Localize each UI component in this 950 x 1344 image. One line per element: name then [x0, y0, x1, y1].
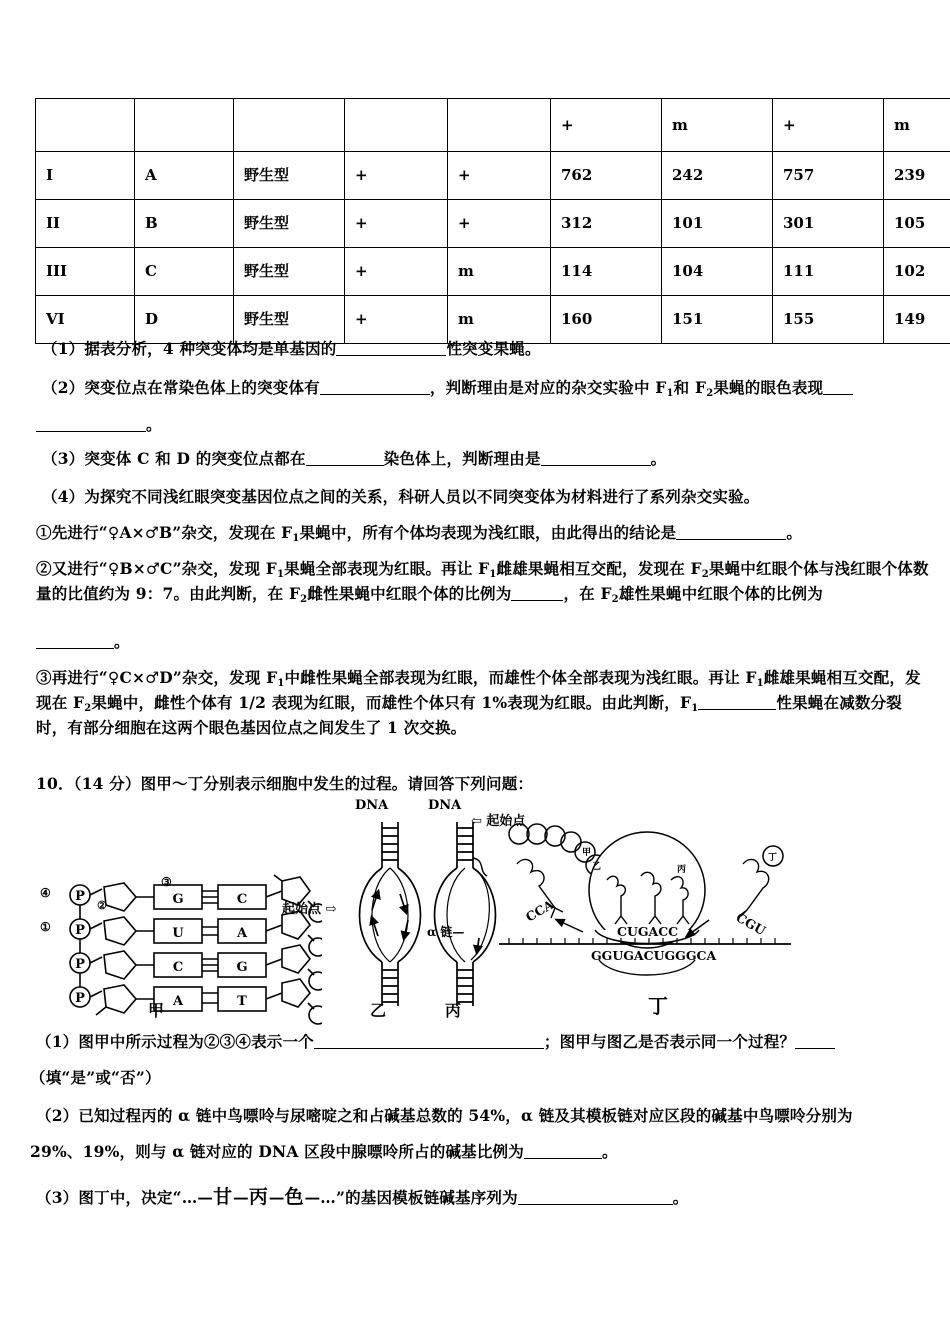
anticodon-left-text: CCA — [523, 896, 557, 925]
question-9-item-2 — [36, 557, 932, 607]
table-cell: 149 — [884, 296, 950, 344]
q9-p2-text-b: ，判断理由是对应的杂交实验中 F — [429, 378, 667, 397]
svg-text:丁: 丁 — [768, 853, 778, 863]
table-cell: 114 — [551, 248, 662, 296]
codon-char-2: 丙 — [248, 1186, 269, 1208]
q10-p2-text-c: 。 — [601, 1142, 618, 1161]
codon-char-1: 甘 — [213, 1186, 234, 1208]
table-header-cell: m — [662, 99, 773, 152]
answer-blank[interactable] — [306, 465, 384, 466]
q10-p1-text-a: （1）图甲中所示过程为②③④表示一个 — [36, 1032, 314, 1051]
table-cell: 242 — [662, 152, 773, 200]
figure-ding-diagram — [495, 820, 795, 1005]
table-cell: 111 — [773, 248, 884, 296]
subscript-2: 2 — [84, 703, 92, 715]
answer-blank[interactable] — [795, 1048, 835, 1049]
svg-text:A: A — [236, 926, 248, 941]
subscript-1: 1 — [756, 678, 764, 689]
figure-jia-caption: 甲 — [148, 1001, 165, 1020]
answer-blank[interactable] — [541, 465, 651, 466]
answer-blank[interactable] — [823, 394, 853, 395]
table-cell: m — [448, 248, 551, 296]
figure-yi-dna-label: DNA — [355, 798, 389, 813]
answer-blank[interactable] — [36, 648, 114, 649]
question-9-part-2-cont — [36, 413, 926, 437]
q9-p3-text-c: 。 — [650, 449, 667, 468]
table-cell: + — [345, 248, 448, 296]
table-cell: 151 — [662, 296, 773, 344]
answer-blank[interactable] — [518, 1204, 673, 1205]
svg-text:U: U — [172, 926, 184, 941]
answer-blank[interactable] — [336, 355, 446, 356]
table-cell: + — [345, 296, 448, 344]
q9-i2-text-a: ②又进行“♀B×♂C”杂交，发现 F — [36, 559, 277, 578]
svg-text:T: T — [237, 994, 247, 1009]
svg-text:G: G — [236, 960, 248, 975]
table-cell: 312 — [551, 200, 662, 248]
anticodon-right-text: CGU — [733, 909, 769, 939]
question-10-part-1-cont — [30, 1066, 920, 1090]
figure-bing-dna-label: DNA — [428, 798, 462, 813]
figure-bing-origin-label: ⇦ 起始点 — [471, 814, 526, 829]
table-header-cell — [345, 99, 448, 152]
subscript-1: 1 — [489, 569, 497, 580]
question-10-part-2-cont — [30, 1140, 920, 1164]
figure-jia-diagram — [42, 873, 322, 1033]
figure-jia-label-2: ② — [97, 899, 107, 912]
q10-stem-text: 10．（14 分）图甲～丁分别表示细胞中发生的过程。请回答下列问题： — [36, 774, 534, 793]
table-cell: III — [36, 248, 135, 296]
q10-p1-text-b: ；图甲与图乙是否表示同一个过程？ — [543, 1032, 796, 1051]
table-row — [36, 200, 950, 248]
svg-text:G: G — [172, 892, 184, 907]
table-header-cell — [234, 99, 345, 152]
question-10-part-3: （3）图丁中，决定“…—甘—丙—色—…”的基因模板链碱基序列为 。 — [36, 1186, 689, 1208]
answer-blank[interactable] — [511, 600, 563, 601]
figure-yi-origin-label: 起始点 ⇨ — [282, 902, 337, 917]
subscript-1: 1 — [276, 569, 285, 580]
table-header-cell: m — [884, 99, 950, 152]
question-9-item-3 — [36, 666, 932, 740]
q9-i2-text-g: 雄性果蝇中红眼个体的比例为 — [618, 584, 823, 604]
table-cell: + — [345, 200, 448, 248]
table-cell: C — [135, 248, 234, 296]
q9-i2-text-e: 雌性果蝇中红眼个体的比例为 — [307, 584, 512, 604]
q9-i2-text-b: 果蝇全部表现为红眼。再让 F — [284, 559, 490, 578]
figure-jia-label-3: ③ — [161, 875, 172, 889]
q9-p2-text-c: 和 F — [673, 378, 707, 397]
table-header-cell: + — [551, 99, 662, 152]
table-header-cell — [36, 99, 135, 152]
question-9-item-2-cont — [36, 630, 926, 654]
cross-experiment-table-wrapper — [35, 98, 926, 344]
q10-p1-text-c: （填“是”或“否”） — [30, 1068, 161, 1087]
q10-p2-text-a: （2）已知过程丙的 α 链中鸟嘌呤与尿嘧啶之和占碱基总数的 54%，α 链及其模板链对应区段的碱基中鸟嘌呤分别为 — [36, 1106, 853, 1125]
q9-i2-text-c: 雌雄果蝇相互交配，发现在 F — [496, 559, 702, 578]
table-cell: 301 — [773, 200, 884, 248]
table-cell: 155 — [773, 296, 884, 344]
answer-blank[interactable] — [314, 1048, 544, 1049]
q9-i2-text-d: 果蝇中红眼个体与浅红眼个体数量的比值约为 9：7。由此判断，在 F — [36, 559, 929, 604]
table-cell: + — [448, 200, 551, 248]
question-9-part-1 — [42, 337, 922, 361]
figure-jia-label-4: ④ — [40, 886, 51, 900]
cross-experiment-table — [35, 98, 950, 344]
table-cell: B — [135, 200, 234, 248]
q9-i1-text-c: 。 — [786, 523, 803, 542]
alpha-strand-text: α 链 — [427, 925, 453, 939]
q9-i3-text-e: 性果蝇在减数分裂时，有部分细胞在这两个眼色基因位点之间发生了 1 次交换。 — [36, 693, 902, 738]
subscript-1: 1 — [277, 678, 285, 689]
table-cell: 762 — [551, 152, 662, 200]
q9-p3-text-a: （3）突变体 C 和 D 的突变位点都在 — [42, 449, 306, 468]
table-header-cell — [135, 99, 234, 152]
table-header-row — [36, 99, 950, 152]
table-cell: + — [448, 152, 551, 200]
table-cell: 野生型 — [234, 296, 345, 344]
anticodon-center-text: CUGACC — [617, 924, 679, 939]
q9-i1-text-a: ①先进行“♀A×♂B”杂交，发现在 F — [36, 523, 293, 542]
figure-group — [0, 795, 950, 1025]
table-cell: 101 — [662, 200, 773, 248]
svg-text:P: P — [75, 957, 85, 972]
q9-p3-text-b: 染色体上，判断理由是 — [383, 449, 541, 468]
table-cell: 野生型 — [234, 152, 345, 200]
q9-i2-text-h: 。 — [114, 632, 130, 651]
svg-text:丙: 丙 — [677, 865, 687, 875]
question-10-stem — [36, 772, 926, 796]
q10-p3-text-a: （3）图丁中，决定“…— — [36, 1188, 214, 1207]
table-cell: 105 — [884, 200, 950, 248]
q9-i2-text-f: ，在 F — [563, 584, 612, 604]
table-cell: 102 — [884, 248, 950, 296]
table-cell: 757 — [773, 152, 884, 200]
question-9-part-4 — [42, 485, 932, 509]
question-9-item-1 — [36, 521, 926, 546]
q9-p1-text-b: 性突变果蝇。 — [446, 339, 541, 358]
table-cell: 野生型 — [234, 248, 345, 296]
q9-i3-text-b: 中雌性果蝇全部表现为红眼，而雄性个体全部表现为浅红眼。再让 F — [284, 668, 757, 687]
answer-blank[interactable] — [524, 1158, 602, 1159]
svg-text:P: P — [75, 923, 85, 938]
q9-i3-text-d: 果蝇中，雌性个体有 1/2 表现为红眼，而雄性个体只有 1%表现为红眼。由此判断，F — [91, 693, 692, 713]
question-10-part-2 — [36, 1104, 936, 1128]
subscript-1: 1 — [691, 703, 699, 715]
answer-blank[interactable] — [698, 709, 776, 710]
svg-text:C: C — [236, 892, 248, 907]
q10-p2-text-b: 29%、19%，则与 α 链对应的 DNA 区段中腺嘌呤所占的碱基比例为 — [30, 1142, 524, 1161]
codon-char-3: 色 — [284, 1186, 305, 1208]
answer-blank[interactable] — [36, 431, 146, 432]
table-cell: 104 — [662, 248, 773, 296]
q10-p3-text-b: —…”的基因模板链碱基序列为 — [304, 1188, 518, 1207]
table-cell: + — [345, 152, 448, 200]
mrna-text: GGUGACUGGGCA — [591, 948, 717, 963]
q9-p2-text-a: （2）突变位点在常染色体上的突变体有 — [42, 378, 320, 397]
origin-text: 起始点 — [486, 814, 526, 829]
table-header-cell — [448, 99, 551, 152]
q9-i3-text-c: 雌雄果蝇相互交配，发现在 F — [36, 668, 921, 713]
q9-i1-text-b: 果蝇中，所有个体均表现为浅红眼，由此得出的结论是 — [299, 523, 677, 542]
q9-i3-text-a: ③再进行“♀C×♂D”杂交，发现 F — [36, 668, 278, 687]
q9-p2-text-e: 。 — [146, 415, 162, 434]
table-cell: 野生型 — [234, 200, 345, 248]
figure-ding-caption: 丁 — [648, 994, 668, 1018]
subscript-2: 2 — [611, 594, 619, 606]
subscript-2: 2 — [300, 594, 308, 606]
table-cell: II — [36, 200, 135, 248]
q9-p1-text-a: （1）据表分析，4 种突变体均是单基因的 — [42, 339, 337, 358]
subscript-2: 2 — [701, 569, 709, 580]
table-cell: VI — [36, 296, 135, 344]
svg-text:C: C — [172, 960, 184, 975]
table-cell: D — [135, 296, 234, 344]
q10-p3-text-c: 。 — [672, 1188, 689, 1207]
table-row — [36, 248, 950, 296]
origin-text: 起始点 — [282, 902, 322, 917]
q9-p2-text-d: 果蝇的眼色表现 — [713, 378, 824, 397]
figure-bing-caption: 丙 — [445, 1001, 462, 1020]
subscript-2: 2 — [706, 388, 714, 399]
table-cell: I — [36, 152, 135, 200]
table-cell: 239 — [884, 152, 950, 200]
figure-yi-caption: 乙 — [370, 1001, 387, 1020]
table-cell: m — [448, 296, 551, 344]
figure-bing-alpha-label: α 链— — [427, 925, 465, 939]
svg-text:P: P — [75, 991, 85, 1006]
answer-blank[interactable] — [320, 394, 430, 395]
question-9-part-2 — [42, 376, 932, 401]
question-9-part-3 — [42, 447, 932, 471]
svg-text:甲: 甲 — [582, 848, 592, 858]
subscript-1: 1 — [666, 388, 674, 399]
table-cell: A — [135, 152, 234, 200]
question-10-part-1 — [36, 1030, 932, 1054]
table-cell: 160 — [551, 296, 662, 344]
q9-p4-text: （4）为探究不同浅红眼突变基因位点之间的关系，科研人员以不同突变体为材料进行了系列杂交实验。 — [42, 487, 760, 506]
table-header-cell: + — [773, 99, 884, 152]
answer-blank[interactable] — [676, 539, 786, 540]
svg-text:P: P — [75, 889, 85, 904]
svg-text:乙: 乙 — [592, 862, 602, 872]
svg-text:A: A — [172, 994, 184, 1009]
subscript-1: 1 — [292, 533, 300, 544]
table-row — [36, 152, 950, 200]
figure-jia-label-1: ① — [40, 920, 51, 934]
